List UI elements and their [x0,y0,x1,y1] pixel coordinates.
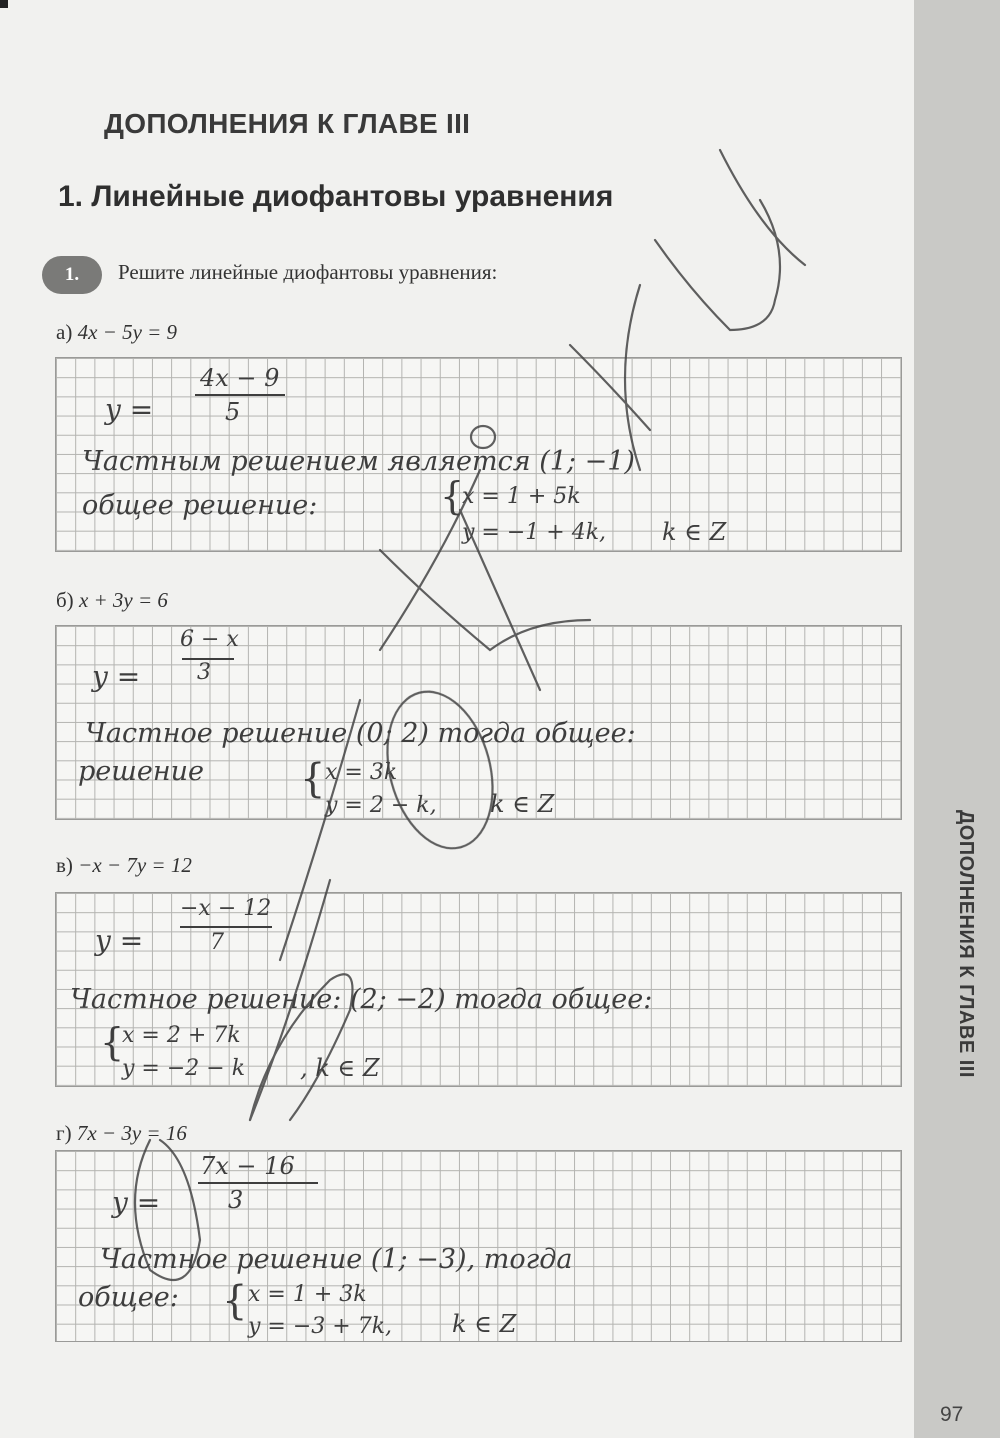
hw-system-y: y = 2 − k, [325,793,437,818]
hw-k-set: k ∈ Z [662,518,727,546]
hw-y-eq: y = [95,924,144,957]
hw-y-eq: y = [92,660,141,693]
item-letter: г) [56,1121,72,1145]
hw-y-eq: y = [112,1186,161,1219]
hw-numerator: 4x − 9 [200,364,280,392]
hw-k-set: k ∈ Z [452,1310,517,1338]
system-brace: { [100,1020,125,1064]
system-brace: { [300,756,326,802]
item-equation: 4x − 5y = 9 [77,320,178,344]
hw-denominator: 7 [210,930,224,955]
hw-k-set: k ∈ Z [490,790,555,818]
hw-system-y: y = −3 + 7k, [248,1314,393,1339]
hw-general-label: общее: [78,1282,179,1313]
task-number-badge: 1. [42,256,102,294]
item-letter: в) [56,853,73,877]
scribble-stroke [720,150,805,265]
hw-particular-solution: Частное решение (0; 2) тогда общее: [85,718,636,749]
page-number: 97 [940,1403,964,1426]
scribble-stroke [625,285,640,470]
hw-general-label: общее решение: [82,490,318,521]
item-equation: x + 3y = 6 [78,588,168,612]
hw-numerator: 6 − x [180,627,239,652]
scribble-stroke [135,1140,200,1280]
hw-particular-solution: Частное решение: (2; −2) тогда общее: [70,984,653,1015]
scribble-stroke [280,700,360,960]
hw-system-x: x = 1 + 3k [248,1282,367,1307]
hw-general-label: решение [78,756,204,787]
hw-particular-solution: Частным решением является (1; −1) [82,446,635,477]
hw-denominator: 5 [225,398,241,426]
scribble-stroke [460,510,540,690]
hw-particular-solution: Частное решение (1; −3), тогда [100,1244,573,1275]
hw-numerator: −x − 12 [180,896,272,921]
section-title: 1. Линейные диофантовы уравнения [58,180,614,213]
item-equation: −x − 7y = 12 [78,853,192,877]
scribble-stroke [371,680,509,860]
scribble-stroke [471,426,495,448]
system-brace: { [222,1278,248,1324]
hw-numerator: 7x − 16 [200,1152,295,1180]
hw-denominator: 3 [228,1186,244,1214]
hw-system-x: x = 1 + 5k [462,484,581,509]
item-equation: 7x − 3y = 16 [76,1121,187,1145]
task-instruction: Решите линейные диофантовы уравнения: [118,260,498,284]
hw-system-x: x = 3k [325,760,398,785]
scribble-stroke [250,974,353,1120]
chapter-title: ДОПОЛНЕНИЯ К ГЛАВЕ III [104,108,471,139]
hw-y-eq: y = [105,393,154,426]
side-chapter-title: ДОПОЛНЕНИЯ К ГЛАВЕ III [955,810,977,1078]
item-letter: б) [56,588,74,612]
hw-k-set: , k ∈ Z [300,1054,380,1082]
hw-denominator: 3 [197,660,211,685]
item-letter: а) [56,320,73,344]
hw-system-y: y = −2 − k [122,1056,246,1081]
scribble-stroke [570,345,650,430]
scribble-stroke [380,470,480,650]
hw-system-y: y = −1 + 4k, [462,520,607,545]
hw-system-x: x = 2 + 7k [122,1023,241,1048]
system-brace: { [440,474,465,518]
